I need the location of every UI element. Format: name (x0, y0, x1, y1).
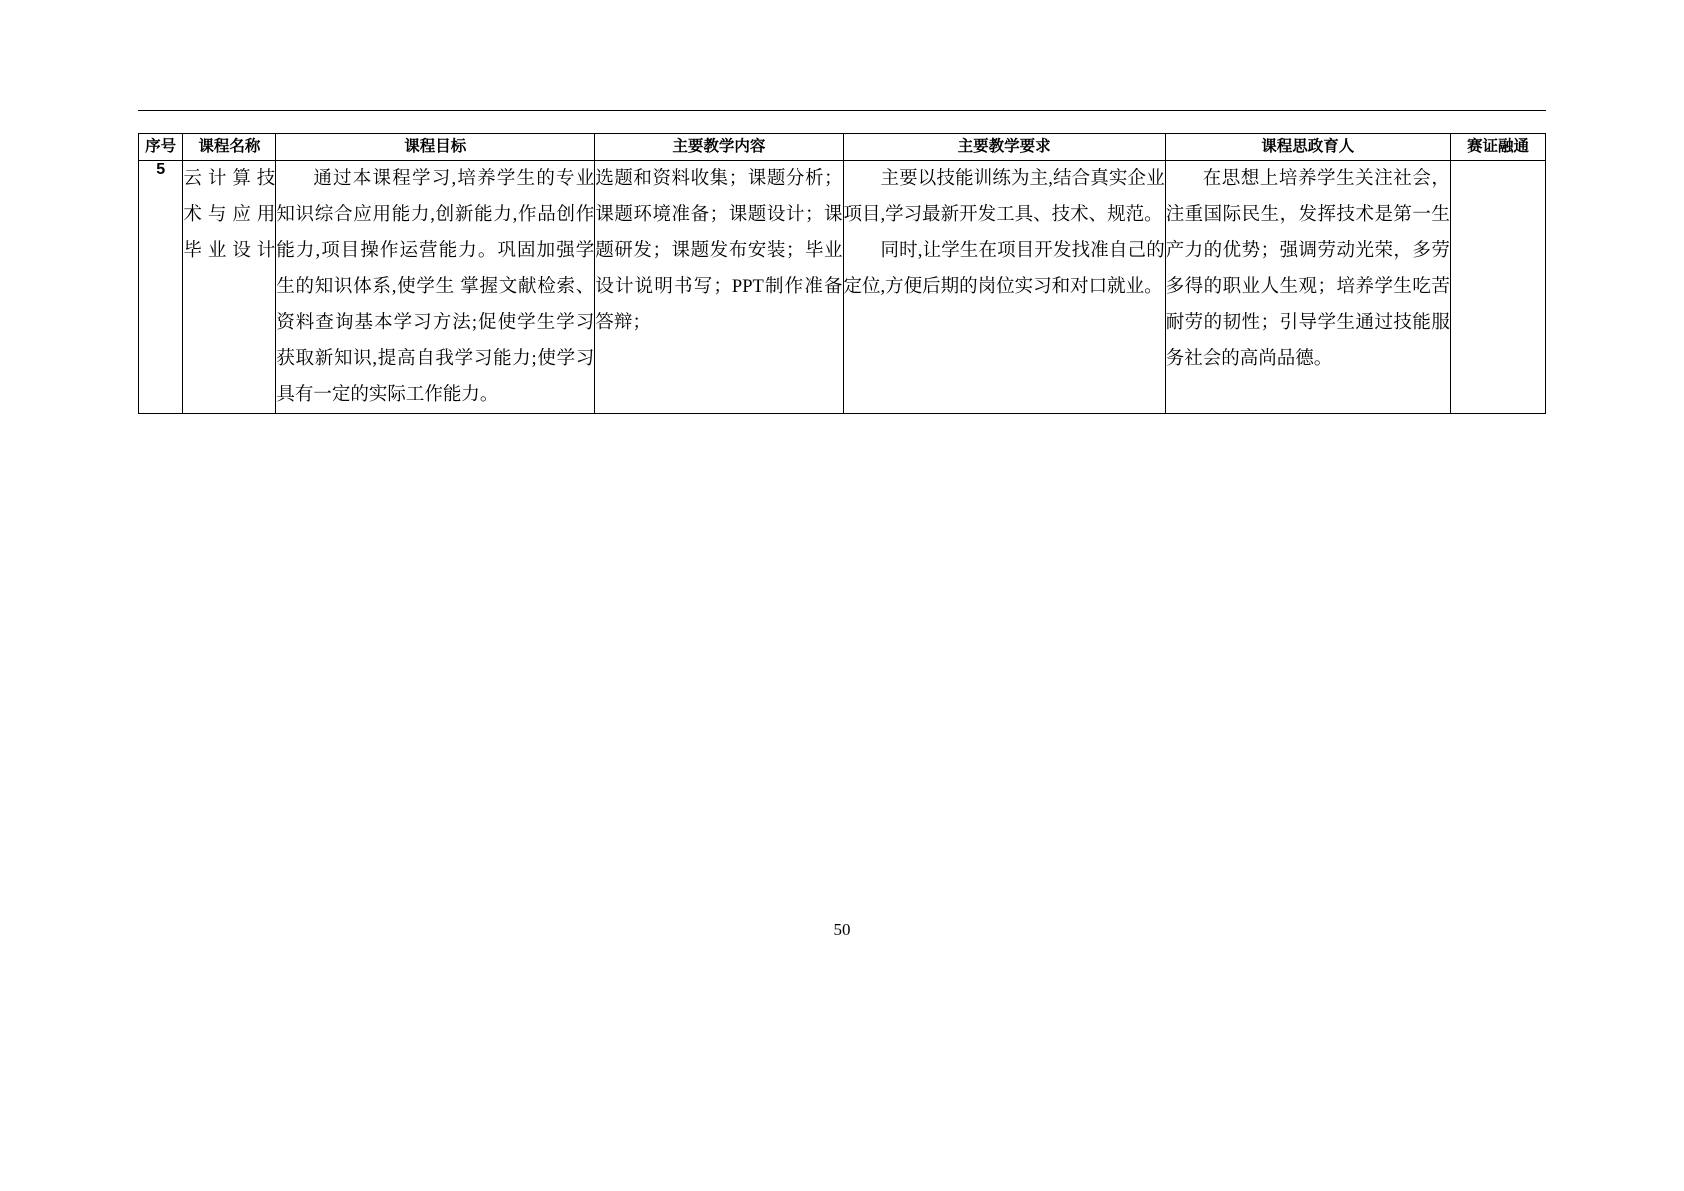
header-rule (138, 110, 1546, 111)
column-header-course-goal: 课程目标 (276, 134, 595, 161)
table-header-row (139, 134, 1546, 161)
cell-course-goal (276, 161, 595, 414)
page-number: 50 (833, 920, 851, 939)
column-header-teaching-content: 主要教学内容 (595, 134, 843, 161)
column-header-certification: 赛证融通 (1450, 134, 1545, 161)
column-header-teaching-requirement: 主要教学要求 (843, 134, 1165, 161)
ideological-education-text: 在思想上培养学生关注社会，注重国际民生，发挥技术是第一生产力的优势；强调劳动光荣，多劳多得的职业人生观；培养学生吃苦耐劳的韧性；引导学生通过技能服务社会的高尚品德。 (1165, 169, 1450, 369)
teaching-requirement-paragraph-2: 同时,让学生在项目开发找准自己的定位,方便后期的岗位实习和对口就业。 (843, 241, 1165, 297)
cell-ideological-education (1165, 161, 1450, 414)
column-header-seq: 序号 (139, 134, 183, 161)
cell-teaching-requirement (843, 161, 1165, 414)
table-row (139, 161, 1546, 414)
cell-seq: 5 (139, 161, 183, 414)
course-table (138, 133, 1546, 414)
column-header-ideological-education: 课程思政育人 (1165, 134, 1450, 161)
course-name-text: 云计算技术与应用毕业设计 (183, 169, 276, 261)
cell-certification (1450, 161, 1545, 414)
column-header-course-name: 课程名称 (183, 134, 276, 161)
teaching-requirement-paragraph-1: 主要以技能训练为主,结合真实企业项目,学习最新开发工具、技术、规范。 (843, 169, 1165, 225)
teaching-content-text: 选题和资料收集；课题分析；课题环境准备；课题设计；课题研发；课题发布安装；毕业设计说明书写；PPT制作准备答辩； (595, 169, 843, 333)
cell-course-name (183, 161, 276, 414)
course-goal-text: 通过本课程学习,培养学生的专业知识综合应用能力,创新能力,作品创作能力,项目操作运营能力。巩固加强学生的知识体系,使学生 掌握文献检索、资料查询基本学习方法;促使学生学习 获取新知识,提高自我学习能力;使学习具有一定的实际工作能力。 (276, 169, 595, 405)
cell-teaching-content (595, 161, 843, 414)
